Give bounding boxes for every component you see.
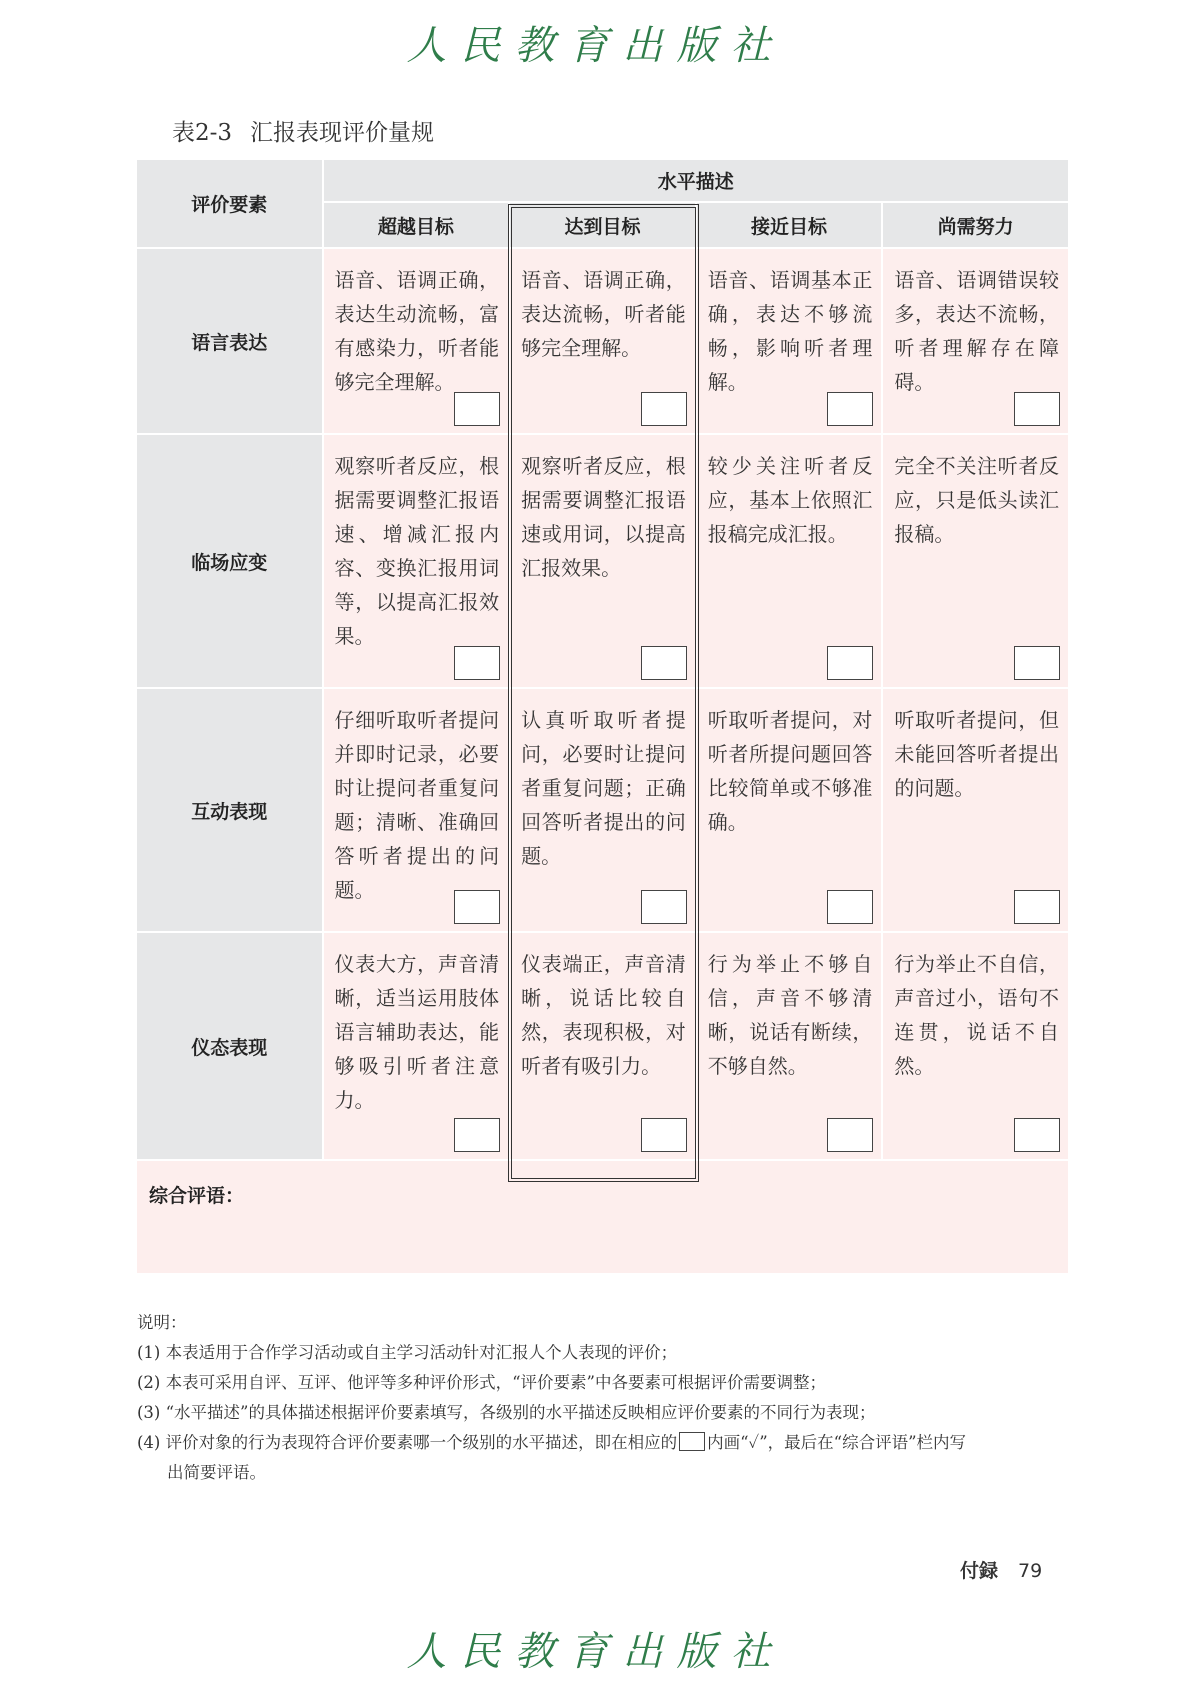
- note-item: (3) “水平描述”的具体描述根据评价要素填写，各级别的水平描述反映相应评价要素的不同行为表现；: [137, 1403, 876, 1422]
- check-box[interactable]: [641, 392, 687, 426]
- publisher-watermark-top: 人民教育出版社: [406, 23, 785, 69]
- check-box[interactable]: [641, 1118, 687, 1152]
- table-row: [137, 434, 1069, 688]
- table-row: [137, 688, 1069, 932]
- check-box[interactable]: [827, 392, 873, 426]
- table-row: [137, 248, 1069, 434]
- factor-header: 评价要素: [137, 160, 323, 248]
- cell-text: 观察听者反应，根据需要调整汇报语速、增减汇报内容、变换汇报用词等，以提高汇报效果。: [334, 454, 500, 648]
- check-box[interactable]: [454, 1118, 500, 1152]
- cell-text: 语音、语调正确，表达生动流畅，富有感染力，听者能够完全理解。: [334, 268, 500, 394]
- publisher-watermark-bottom: 人民教育出版社: [406, 1629, 785, 1675]
- footer-section: 付録: [960, 1560, 999, 1582]
- note-item: (1) 本表适用于合作学习活动或自主学习活动针对汇报人个人表现的评价；: [137, 1343, 678, 1362]
- table-title: 汇报表现评价量规: [250, 120, 435, 146]
- notes-heading: 说明：: [137, 1313, 187, 1332]
- summary-row: [137, 1160, 1069, 1274]
- level-exceeds: 超越目标: [323, 202, 510, 248]
- cell-text: 完全不关注听者反应，只是低头读汇报稿。: [894, 454, 1059, 546]
- rubric-cell: [509, 932, 696, 1160]
- check-box[interactable]: [1014, 890, 1060, 924]
- note-item4-before: (4) 评价对象的行为表现符合评价要素哪一个级别的水平描述，即在相应的: [137, 1433, 678, 1452]
- table-row: [137, 932, 1069, 1160]
- level-needs-effort: 尚需努力: [882, 202, 1069, 248]
- cell-text: 语音、语调正确，表达流畅，听者能够完全理解。: [521, 268, 686, 360]
- check-box[interactable]: [1014, 392, 1060, 426]
- cell-text: 仪表端正，声音清晰，说话比较自然，表现积极，对听者有吸引力。: [521, 952, 686, 1078]
- rubric-cell: [696, 688, 883, 932]
- check-box[interactable]: [1014, 1118, 1060, 1152]
- rubric-cell: [323, 932, 510, 1160]
- table-number: 表2-3: [172, 120, 233, 146]
- cell-text: 较少关注听者反应，基本上依照汇报稿完成汇报。: [707, 454, 873, 546]
- cell-text: 语音、语调错误较多，表达不流畅，听者理解存在障碍。: [894, 268, 1059, 394]
- level-approaching: 接近目标: [696, 202, 883, 248]
- level-meets: 达到目标: [509, 202, 696, 248]
- summary-comment-area[interactable]: [137, 1160, 1069, 1274]
- factor-language: 语言表达: [137, 248, 323, 434]
- rubric-cell: [323, 688, 510, 932]
- rubric-cell: [323, 434, 510, 688]
- rubric-cell: [323, 248, 510, 434]
- factor-interaction: 互动表现: [137, 688, 323, 932]
- cell-text: 行为举止不自信，声音过小，语句不连贯，说话不自然。: [894, 952, 1059, 1078]
- rubric-table: [137, 160, 1070, 1275]
- factor-demeanor: 仪态表现: [137, 932, 323, 1160]
- check-box[interactable]: [454, 646, 500, 680]
- page-footer: [960, 1556, 1042, 1583]
- rubric-cell: [509, 434, 696, 688]
- check-box[interactable]: [1014, 646, 1060, 680]
- cell-text: 语音、语调基本正确，表达不够流畅，影响听者理解。: [707, 268, 873, 394]
- cell-text: 听取听者提问，对听者所提问题回答比较简单或不够准确。: [707, 708, 873, 834]
- note-item: [137, 1428, 1077, 1458]
- check-box[interactable]: [641, 646, 687, 680]
- cell-text: 仔细听取听者提问并即时记录，必要时让提问者重复问题；清晰、准确回答听者提出的问题。: [334, 708, 500, 902]
- check-box[interactable]: [641, 890, 687, 924]
- notes: [137, 1308, 1077, 1488]
- table-caption: [172, 114, 452, 147]
- cell-text: 听取听者提问，但未能回答听者提出的问题。: [894, 708, 1059, 800]
- factor-adaptability: 临场应变: [137, 434, 323, 688]
- note-item: (2) 本表可采用自评、互评、他评等多种评价形式，“评价要素”中各要素可根据评价需要调整；: [137, 1373, 826, 1392]
- checkbox-sample-icon: [679, 1432, 705, 1451]
- check-box[interactable]: [827, 646, 873, 680]
- cell-text: 仪表大方，声音清晰，适当运用肢体语言辅助表达，能够吸引听者注意力。: [334, 952, 500, 1112]
- rubric-cell: [696, 932, 883, 1160]
- check-box[interactable]: [454, 890, 500, 924]
- rubric-cell: [696, 434, 883, 688]
- rubric-cell: [882, 688, 1069, 932]
- summary-label: 综合评语：: [149, 1185, 245, 1207]
- note-item4-after: 内画“✓”，最后在“综合评语”栏内写: [707, 1433, 967, 1452]
- note-item4-continuation: 出简要评语。: [167, 1463, 266, 1482]
- cell-text: 行为举止不够自信，声音不够清晰，说话有断续，不够自然。: [707, 952, 873, 1078]
- rubric-cell: [882, 434, 1069, 688]
- check-box[interactable]: [454, 392, 500, 426]
- rubric-cell: [882, 248, 1069, 434]
- check-box[interactable]: [827, 1118, 873, 1152]
- check-box[interactable]: [827, 890, 873, 924]
- cell-text: 观察听者反应，根据需要调整汇报语速或用词，以提高汇报效果。: [521, 454, 686, 580]
- rubric-cell: [882, 932, 1069, 1160]
- rubric-cell: [696, 248, 883, 434]
- level-header: 水平描述: [323, 160, 1069, 202]
- rubric-cell: [509, 248, 696, 434]
- rubric-cell: [509, 688, 696, 932]
- page-number: 79: [1018, 1560, 1043, 1582]
- cell-text: 认真听取听者提问，必要时让提问者重复问题；正确回答听者提出的问题。: [521, 708, 686, 868]
